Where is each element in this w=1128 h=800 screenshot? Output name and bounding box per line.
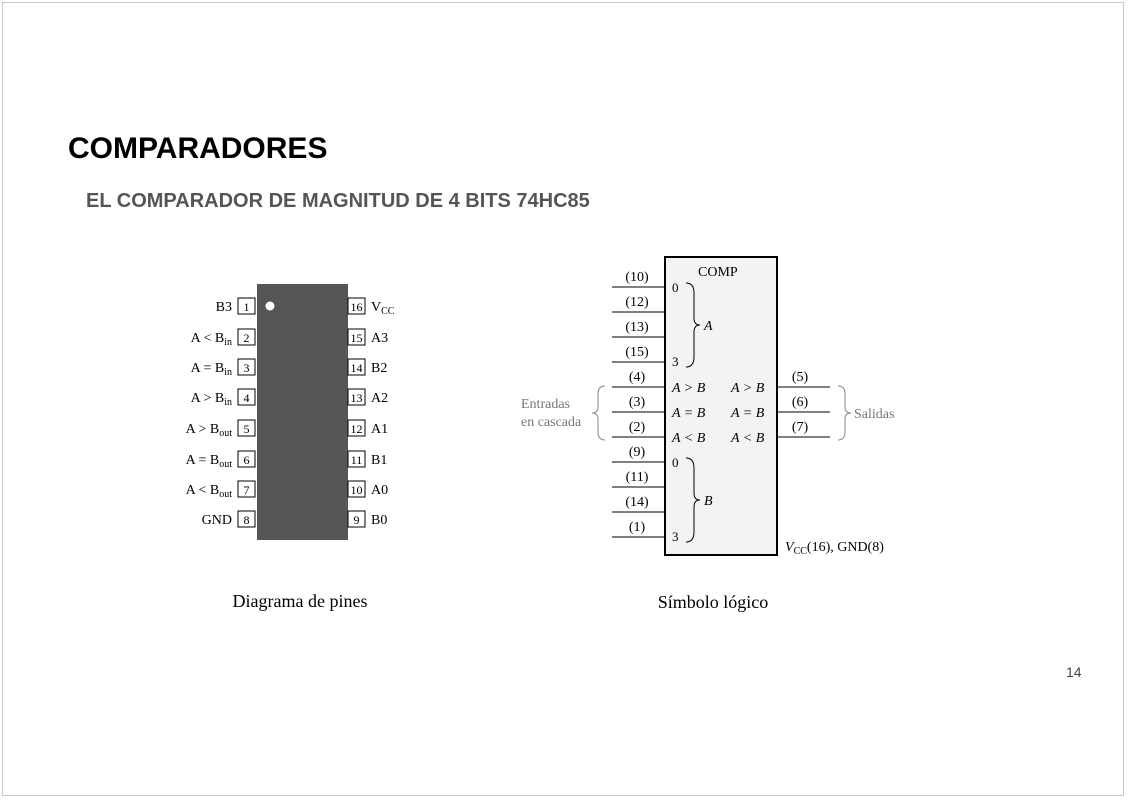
input-pin-number-8: (11) (625, 470, 649, 485)
pin-label-right-12: A1 (371, 422, 389, 437)
outputs-label: Salidas (854, 407, 895, 422)
pin-number-left-5: 5 (243, 422, 250, 436)
input-pin-number-4: (4) (628, 370, 646, 385)
pin-number-left-3: 3 (243, 361, 250, 375)
output-eq: A = B (731, 406, 765, 421)
slide-title: COMPARADORES (68, 132, 328, 165)
input-pin-number-6: (2) (628, 420, 646, 435)
input-pin-number-5: (3) (628, 395, 646, 410)
pin-label-right-14: B2 (371, 361, 388, 376)
output-pin-number-0: (5) (791, 370, 809, 385)
pin1-marker (266, 302, 275, 311)
chip-body (257, 284, 348, 540)
output-gt: A > B (731, 381, 765, 396)
pin-number-right-11: 11 (350, 453, 363, 467)
logic-symbol-caption: Símbolo lógico (657, 592, 769, 612)
pin-label-right-11: B1 (371, 453, 388, 468)
a-group-end: 3 (672, 354, 679, 369)
outputs-brace (838, 386, 851, 440)
pin-number-right-10: 10 (350, 483, 363, 497)
pin-label-left-6: $A = B_{out}$ (185, 453, 232, 470)
b-group-end: 3 (672, 529, 679, 544)
input-pin-number-3: (15) (625, 345, 649, 360)
input-pin-number-2: (13) (625, 320, 649, 335)
a-group-start: 0 (672, 280, 679, 295)
comp-label: COMP (698, 265, 738, 280)
cascade-label-line1: Entradas (521, 397, 570, 412)
pin-label-left-8: GND (201, 513, 232, 528)
input-pin-number-0: (10) (625, 270, 649, 285)
pin-diagram (186, 284, 395, 611)
cascade-in-eq: A = B (672, 406, 706, 421)
pin-label-left-4: $A > B_{in}$ (190, 391, 232, 408)
output-lt: A < B (731, 431, 765, 446)
input-pin-number-9: (14) (625, 495, 649, 510)
pin-number-left-1: 1 (243, 300, 250, 314)
pin-label-left-3: $A = B_{in}$ (190, 361, 232, 378)
pin-number-left-4: 4 (243, 391, 250, 405)
b-group-label: B (704, 494, 713, 509)
input-pin-number-1: (12) (625, 295, 649, 310)
power-label: $V_{CC}(16)$, GND(8) (785, 540, 884, 557)
cascade-in-gt: A > B (672, 381, 706, 396)
pin-number-right-13: 13 (350, 391, 363, 405)
a-group-label: A (704, 319, 713, 334)
pin-diagram-caption: Diagrama de pines (232, 591, 368, 611)
pin-label-left-2: $A < B_{in}$ (190, 331, 232, 348)
pin-number-right-14: 14 (350, 361, 363, 375)
pin-number-left-6: 6 (243, 453, 250, 467)
pin-label-left-1: B3 (215, 300, 232, 315)
pin-number-right-9: 9 (353, 513, 360, 527)
pin-label-right-13: A2 (371, 391, 389, 406)
output-pin-number-2: (7) (791, 420, 809, 435)
pin-number-right-15: 15 (350, 331, 363, 345)
cascade-brace (592, 386, 605, 440)
b-group-start: 0 (672, 455, 679, 470)
logic-symbol (521, 257, 894, 612)
pin-number-left-7: 7 (243, 483, 250, 497)
pin-label-right-10: A0 (371, 483, 389, 498)
pin-label-right-9: B0 (371, 513, 388, 528)
pin-label-left-7: $A < B_{out}$ (185, 483, 232, 500)
pin-number-right-12: 12 (350, 422, 363, 436)
slide-subtitle: EL COMPARADOR DE MAGNITUD DE 4 BITS 74HC85 (86, 190, 590, 212)
pin-label-right-15: A3 (371, 331, 389, 346)
page-number: 14 (1066, 664, 1082, 680)
output-pin-number-1: (6) (791, 395, 809, 410)
pin-number-left-8: 8 (243, 513, 250, 527)
pin-label-left-5: $A > B_{out}$ (185, 422, 232, 439)
pin-label-right-16: $V_{CC}$ (371, 300, 395, 317)
pin-number-right-16: 16 (350, 300, 363, 314)
input-pin-number-7: (9) (628, 445, 646, 460)
cascade-in-lt: A < B (672, 431, 706, 446)
cascade-label-line2: en cascada (521, 415, 582, 430)
pin-number-left-2: 2 (243, 331, 250, 345)
input-pin-number-10: (1) (628, 520, 646, 535)
